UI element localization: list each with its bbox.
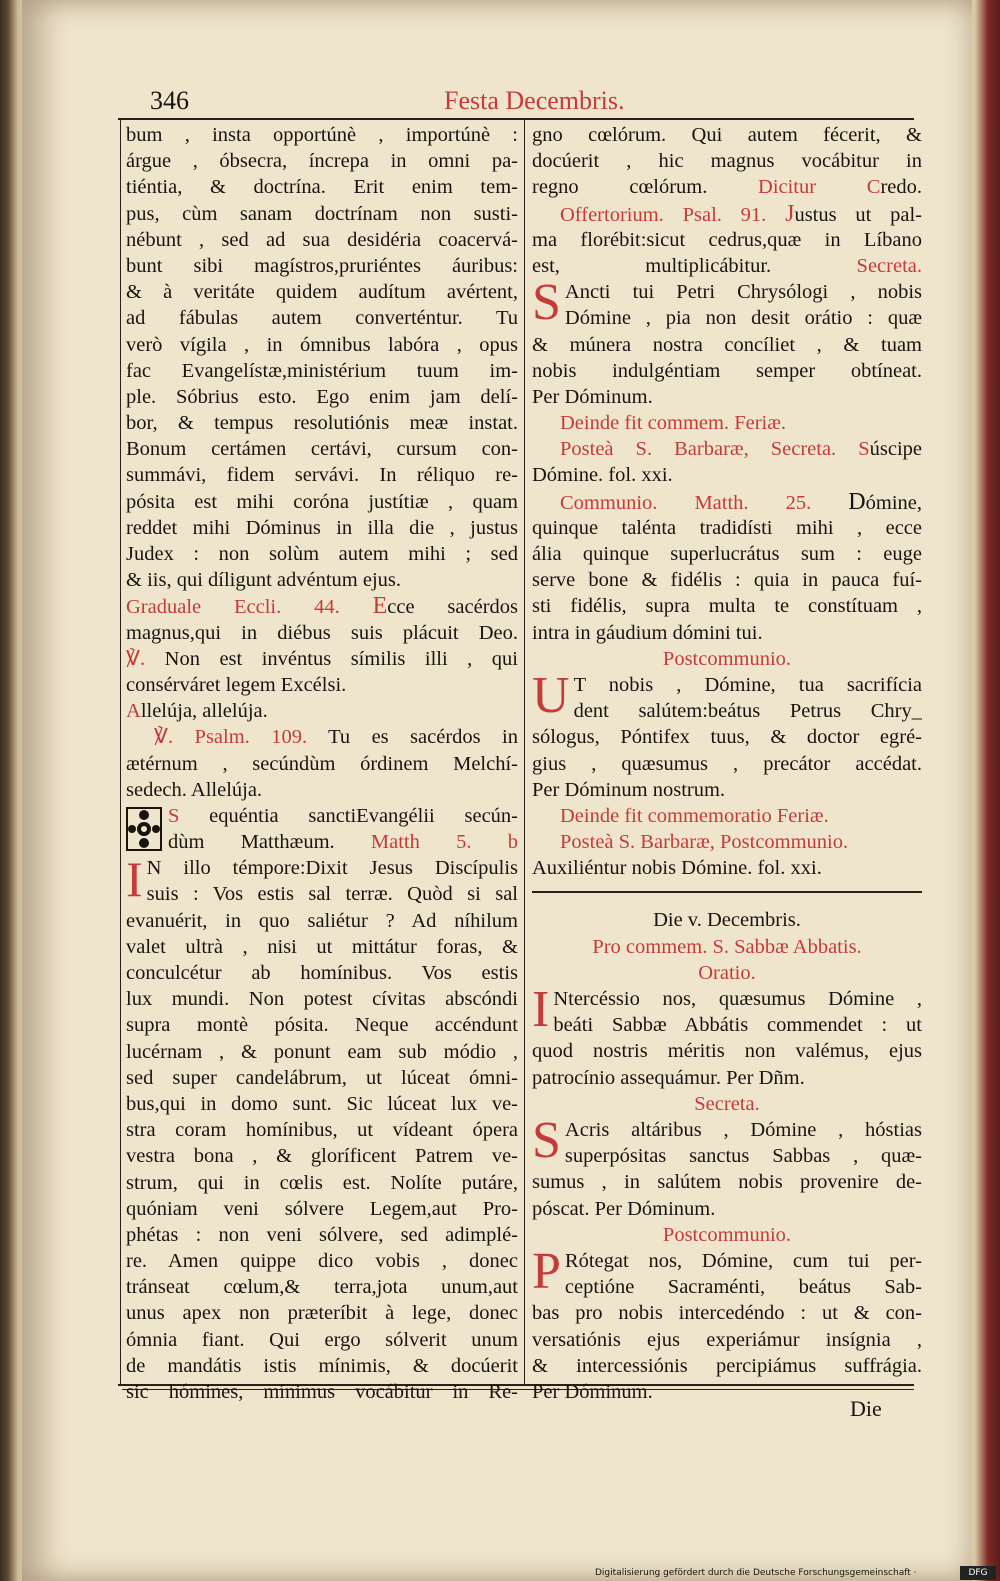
right-column [532,122,922,1405]
versicle-2-text: Tu es sacérdos in [328,726,518,749]
text-line: conculcétur ab homínibus. Vos estis [126,962,518,985]
sequentia-matthew: dùm Matthæum. [168,831,335,854]
text-line: & intercessiónis percipiámus suffrágia. [532,1354,922,1377]
text-line: Judex : non solùm autem mihi ; sed [126,543,518,565]
text-line: serve bone & fidélis : quia in pauca fuí- [532,569,922,592]
versicle-2-label: ℣. Psalm. 109. [154,726,308,749]
versicle-1 [126,646,518,672]
secreta-1-text: & múnera nostra concíliet , & tuam [532,333,922,356]
sequentia-text: equéntia sanctiEvangélii secún- [209,804,518,827]
text-line: reddet mihi Dóminus in illa die , justus [126,516,518,539]
text-line: & iis, qui díligunt advéntum ejus. [126,569,402,592]
page-header [150,86,970,120]
postea-1-rubric: Posteà S. Barbaræ, Secreta. S [560,438,870,461]
gospel-text [126,908,518,1406]
secreta-1-second: Dómine , pia non desit orátio : quæ [564,307,922,330]
oratio-first: Ntercéssio nos, quæsumus Dómine , [553,988,922,1011]
oratio-second: beáti Sabbæ Abbátis commendet : ut [553,1014,922,1037]
offertorium-line [532,201,922,227]
text-line: vestra bona , & gloríficent Patrem ve- [126,1145,518,1168]
text-line: re. Amen quippe dico vobis , donec [126,1250,518,1273]
text-line: summávi, fidem servávi. In réliquo re- [126,464,518,487]
postea-line-1 [532,436,922,462]
text-line: tiéntia, & doctrína. Erit enim tem- [126,176,518,199]
oratio-text: patrocínio assequámur. Per Dñm. [532,1066,805,1089]
text-line: bunt sibi magístros,pruriéntes áuribus: [126,254,518,277]
secreta-1-text: nobis indulgéntiam semper obtíneat. [532,359,922,382]
text-line: nébunt , sed ad sua desidéria coacervá- [126,228,518,251]
text-line: stra coram homínibus, ut vídeant ópera [126,1119,518,1142]
text-line: & à veritáte quidem audítum avértent, [126,281,518,304]
left-rule [120,120,121,1384]
commem-title: Pro commem. S. Sabbæ Abbatis. [592,935,862,958]
gospel-cont-line: gno cœlórum. Qui autem fécerit, & [532,124,922,146]
postcommunio-2-title: Postcommunio. [662,1223,792,1246]
text-line: pus, cùm sanam doctrínam non susti- [126,202,518,225]
text-line: ómnia fiant. Qui ergo sólverit unum [126,1328,518,1351]
epistle-text [126,122,518,593]
alleluia-initial: A [126,700,141,723]
text-line: fac Evangelístæ,ministérium tuum im- [126,359,518,382]
secreta-2-text: sumus , in salútem nobis provenire de- [532,1171,922,1194]
text-line: evanuérit, in quo saliétur ? Ad níhilum [126,909,518,932]
postcommunio-2-block [532,1242,922,1300]
postcommunio-1-dropcap: U [532,666,570,724]
postcommunio-1-first: T nobis , Dómine, tua sacrifícia [573,673,922,696]
gospel-block [126,851,518,908]
left-column [126,122,518,1405]
credo-line [532,174,922,200]
postcommunio-1-text: Per Dóminum nostrum. [532,778,726,801]
page-number: 346 [150,86,189,115]
secreta-2-first: Acris altáribus , Dómine , hóstias [564,1118,922,1141]
text-line: ple. Sóbrius esto. Ego enim jam delí- [126,385,518,408]
communio-rest: ómine, [865,491,922,514]
offertorium-initial: J [785,200,795,227]
text-line: lucérnam , & ponunt eam sub módio , [126,1040,518,1063]
secreta-1-pre: est, multiplicábitur. [532,254,772,277]
floral-ornament-icon [126,807,162,851]
sequentia-ref: Matth 5. b [370,831,518,854]
text-line: bus,qui in domo sunt. Sic lúceat lux ve- [126,1092,518,1115]
graduale-text: magnus,qui in diébus suis plácuit Deo. [126,621,518,644]
postcommunio-1-second: dent salútem:beátus Petrus Chry_ [573,700,922,723]
postea-1-text: úscipe [869,438,922,461]
postcommunio-1-text: gius , quæsumus , precátor accédat. [532,752,922,775]
oratio-text: quod nostris méritis non valémus, ejus [532,1040,922,1063]
secreta-1-dropcap: S [532,274,561,332]
gospel-line1: N illo témpore:Dixit Jesus Discípulis [146,857,518,880]
day-title: Die v. Decembris. [653,909,801,932]
communio-line [532,489,922,515]
footer-credit: Digitalisierung gefördert durch die Deutsche Forschungsgemeinschaft · [595,1568,917,1578]
secreta-2-title: Secreta. [694,1092,760,1115]
sequentia-initial: S [168,804,180,827]
secreta-2-block [532,1111,922,1169]
secreta-1-line [532,253,922,279]
gospel-line2: suis : Vos estis sal terræ. Quòd si sal [146,883,518,906]
versicle-1-line2: consérváret legem Excélsi. [126,673,347,696]
postcommunio-2-text [532,1300,922,1405]
text-line: árgue , óbsecra, íncrepa in omni pa- [126,150,518,173]
offertorium-label: Offertorium. Psal. 91. [560,203,767,226]
alleluia-line [126,698,518,724]
text-line: valet ultrà , nisi ut mittátur foras, & [126,935,518,958]
text-line: sti fidélis, supra multa te constítuam , [532,595,922,618]
communio-initial: D [848,488,866,515]
catchword: Die [850,1396,882,1421]
gospel-dropcap: I [126,851,143,908]
text-line: versatiónis ejus experiámur insígnia , [532,1328,922,1351]
text-line: supra montè pósita. Neque accéndunt [126,1014,518,1037]
postcommunio-1-block [532,666,922,724]
credo-rubric: Dicitur C [758,176,881,199]
text-line: tránseat cœlum,& terra,jota unum,aut [126,1276,518,1299]
text-line: bum , insta opportúnè , importúnè : [126,124,518,146]
versicle-2-line: ætérnum , secúndùm órdinem Melchí- [126,752,518,775]
sequentia-line2 [168,829,518,855]
offertorium-rest: ustus ut pal- [794,203,922,226]
secreta-1-first: Ancti tui Petri Chrysólogi , nobis [564,281,922,304]
postcommunio-2-second: ceptióne Sacraménti, beátus Sab- [564,1276,922,1299]
deinde-rubric-1: Deinde fit commem. Feriæ. [560,412,787,435]
graduale-initial: E [372,593,388,620]
text-line: Per Dóminum. [532,1380,653,1403]
sequentia-line1 [168,803,518,829]
text-line: lux mundi. Non potest cívitas abscóndi [126,988,518,1011]
text-line: phétas : non veni sólvere, sed adimplé- [126,1223,518,1246]
postea-1-line2: Dómine. fol. xxi. [532,464,673,487]
oratio-block [532,981,922,1039]
text-line: de mandátis istis mínimis, & docúerit [126,1354,518,1377]
graduale-line [126,593,518,619]
text-line: pósita est mihi coróna justítiæ , quam [126,490,518,513]
secreta-2-text: póscat. Per Dóminum. [532,1197,716,1220]
section-divider [532,891,922,893]
oratio-dropcap: I [532,981,550,1039]
gospel-cont-line: docúerit , hic magnus vocábitur in [532,150,922,173]
text-line: strum, qui in cœlis est. Nolíte putáre, [126,1171,518,1194]
graduale-rest: cce sacérdos [387,596,518,619]
sequentia-block [126,803,518,855]
postcommunio-2-first: Rótegat nos, Dómine, cum tui per- [564,1249,922,1272]
text-line: quinque talénta tradidísti mihi , ecce [532,516,922,539]
secreta-1-block [532,274,922,332]
oratio-title: Oratio. [698,961,756,984]
secreta-2-dropcap: S [532,1111,561,1169]
text-line: sed super candelábrum, ut lúceat ómni- [126,1066,518,1089]
credo-post: redo. [880,176,922,199]
text-line: intra in gáudium dómini tui. [532,621,763,644]
text-line: quóniam veni sólvere Legem,aut Pro- [126,1197,518,1220]
text-line: sic hómines, mínimus vocábitur in Re- [126,1381,518,1404]
secreta-1-text: Per Dóminum. [532,385,653,408]
versicle-2 [126,724,518,750]
credo-pre: regno cœlórum. [532,176,708,199]
postcommunio-1-text: sólogus, Póntifex tuus, & doctor egré- [532,726,922,749]
top-rule [118,118,914,120]
column-divider [524,120,525,1384]
offertorium-text: ma florébit:sicut cedrus,quæ in Líbano [532,228,922,251]
text-line: verò vígila , in ómnibus labóra , opus [126,333,518,356]
auxilientur-line: Auxiliéntur nobis Dómine. fol. xxi. [532,857,822,880]
text-line: Bonum certámen certávi, cursum con- [126,438,518,461]
communio-text [532,515,922,646]
versicle-mark: ℣. [126,647,146,670]
deinde-rubric-2: Deinde fit commemoratio Feriæ. [560,804,829,827]
alleluia-rest: llelúja, allelúja. [140,700,268,723]
secreta-1-label: Secreta. [856,254,922,277]
graduale-label: Graduale Eccli. 44. [126,596,340,619]
secreta-2-second: superpósitas sanctus Sabbas , quæ- [564,1145,922,1168]
text-line: ad fábulas autem converténtur. Tu [126,307,518,330]
dfg-logo: DFG [960,1566,996,1580]
postcommunio-2-dropcap: P [532,1242,561,1300]
versicle-2-line: sedech. Allelúja. [126,778,263,801]
text-line: bas pro nobis intercedéndo : ut & con- [532,1302,922,1325]
text-line: bor, & tempus resolutiónis meæ instat. [126,412,518,435]
text-line: ália quinque superlucrátus sum : euge [532,543,922,566]
postea-rubric-2: Posteà S. Barbaræ, Postcommunio. [560,831,849,854]
text-line: unus apex non præteríbit à lege, donec [126,1302,518,1325]
versicle-1-text: Non est invéntus símilis illi , qui [164,647,518,670]
communio-label: Communio. Matth. 25. [560,491,812,514]
postcommunio-1-title: Postcommunio. [662,647,792,670]
running-title: Festa Decembris. [444,86,625,115]
